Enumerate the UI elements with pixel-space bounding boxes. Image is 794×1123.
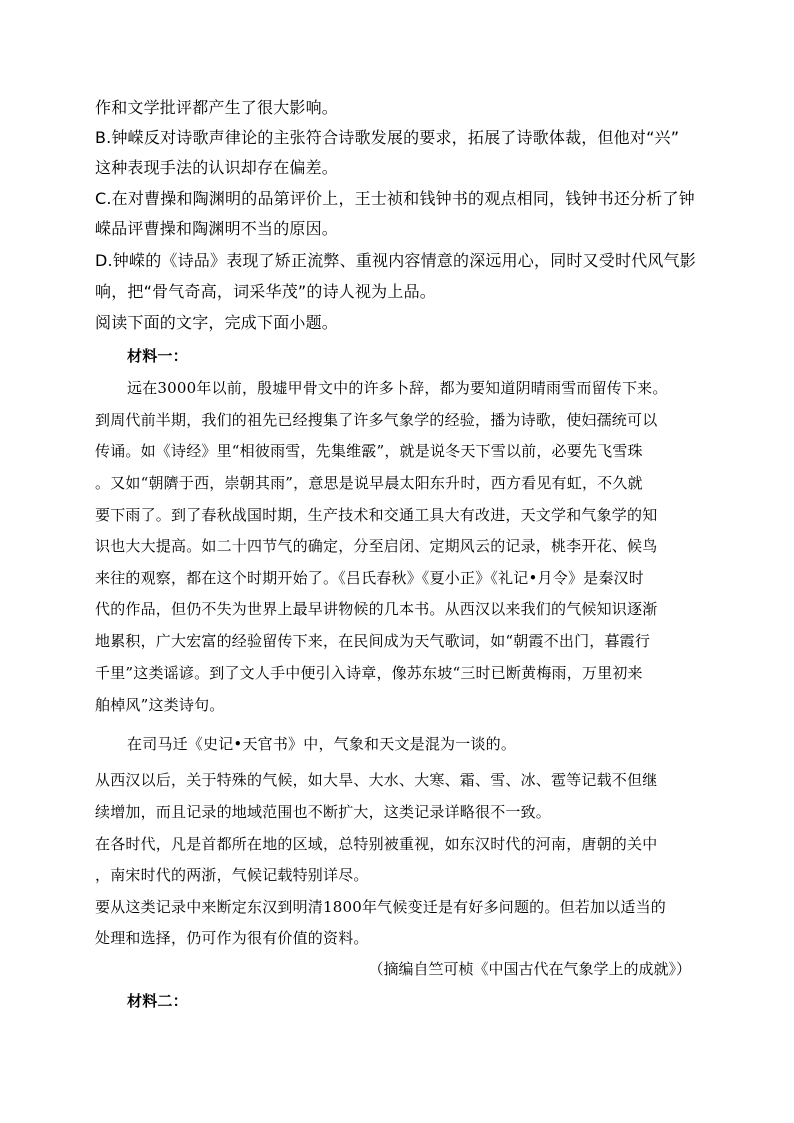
material-one-p1-line: 来往的观察，都在这个时期开始了。《吕氏春秋》《夏小正》《礼记•月令》是秦汉时 xyxy=(95,569,644,587)
material-one-p5-line: 处理和选择，仍可作为很有价值的资料。 xyxy=(95,929,369,947)
material-one-p3-line: 从西汉以后，关于特殊的气候，如大旱、大水、大寒、霜、雪、冰、雹等记载不但继 xyxy=(95,771,658,789)
material-one-p1-line: 到周代前半期，我们的祖先已经搜集了许多气象学的经验，播为诗歌，使妇孺统可以 xyxy=(95,411,658,429)
material-one-p2: 在司马迁《史记•天官书》中，气象和天文是混为一谈的。 xyxy=(127,735,517,753)
material-two-heading: 材料二： xyxy=(127,992,188,1010)
option-c-line-1: C.在对曹操和陶渊明的品第评价上，王士祯和钱钟书的观点相同，钱钟书还分析了钟 xyxy=(95,189,695,208)
material-one-p1-line: 识也大大提高。如二十四节气的确定，分至启闭、定期风云的记录，桃李开花、候鸟 xyxy=(95,537,658,555)
material-one-p1-line: 远在3000年以前，殷墟甲骨文中的许多卜辞，都为要知道阴晴雨雪而留传下来。 xyxy=(127,379,668,397)
material-one-p4-line: ，南宋时代的两浙，气候记载特别详尽。 xyxy=(95,866,369,884)
material-one-heading: 材料一： xyxy=(127,347,188,365)
option-b-line-1: B.钟嵘反对诗歌声律论的主张符合诗歌发展的要求，拓展了诗歌体裁，但他对“兴” xyxy=(95,128,680,147)
material-one-source: （摘编自竺可桢《中国古代在气象学上的成就》） xyxy=(368,960,691,978)
option-d-line-2: 响，把“骨气奇高，词采华茂”的诗人视为上品。 xyxy=(95,282,436,301)
material-one-p1-line: 。又如“朝隮于西，崇朝其雨”，意思是说早晨太阳东升时，西方看见有虹，不久就 xyxy=(95,474,643,492)
material-one-p1-line: 千里”这类谣谚。到了文人手中便引入诗章，像苏东坡“三时已断黄梅雨，万里初来 xyxy=(95,664,643,682)
material-one-p1-line: 传诵。如《诗经》里“相彼雨雪，先集维霰”，就是说冬天下雪以前，必要先飞雪珠 xyxy=(95,442,643,460)
material-one-p1-line: 要下雨了。到了春秋战国时期，生产技术和交通工具大有改进，天文学和气象学的知 xyxy=(95,506,658,524)
material-one-p3-line: 续增加，而且记录的地域范围也不断扩大，这类记录详略很不一致。 xyxy=(95,803,552,821)
material-one-p1-line: 地累积，广大宏富的经验留传下来，在民间成为天气歌词，如“朝霞不出门，暮霞行 xyxy=(95,632,651,650)
reading-instruction: 阅读下面的文字，完成下面小题。 xyxy=(95,313,339,332)
material-one-p1-line: 代的作品，但仍不失为世界上最早讲物候的几本书。从西汉以来我们的气候知识逐渐 xyxy=(95,600,658,618)
option-b-line-2: 这种表现手法的认识却存在偏差。 xyxy=(95,158,339,177)
material-one-p1-line: 舶棹风”这类诗句。 xyxy=(95,696,225,714)
option-c-line-2: 嵘品评曹操和陶渊明不当的原因。 xyxy=(95,219,339,238)
option-a-tail: 作和文学批评都产生了很大影响。 xyxy=(95,98,339,117)
material-one-p4-line: 在各时代，凡是首都所在地的区域，总特别被重视，如东汉时代的河南，唐朝的关中 xyxy=(95,835,658,853)
option-d-line-1: D.钟嵘的《诗品》表现了矫正流弊、重视内容情意的深远用心，同时又受时代风气影 xyxy=(95,251,697,270)
material-one-p5-line: 要从这类记录中来断定东汉到明清1800年气候变迁是有好多问题的。但若加以适当的 xyxy=(95,898,666,916)
